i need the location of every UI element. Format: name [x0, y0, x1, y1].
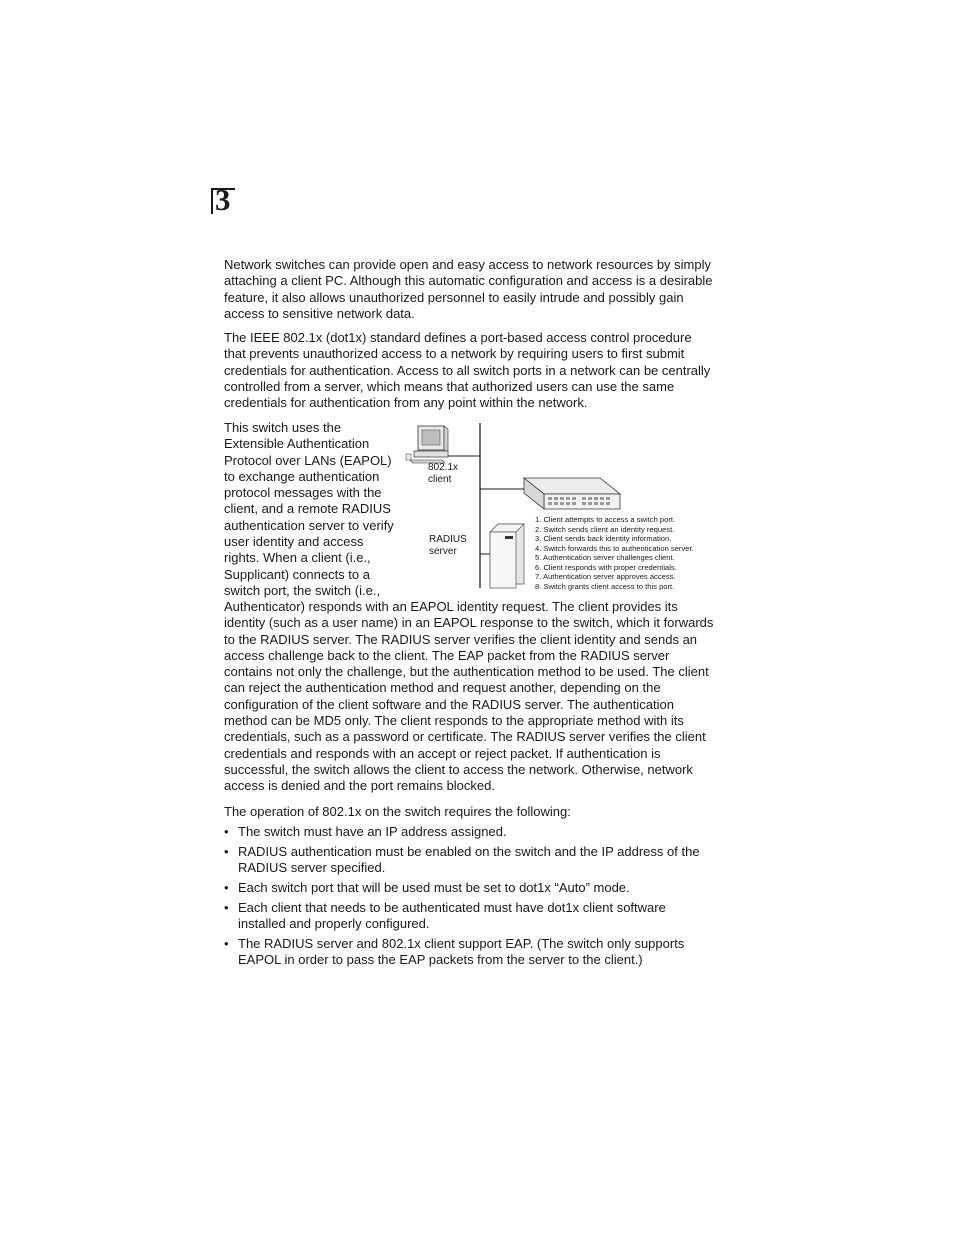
authentication-steps-list [535, 515, 694, 591]
requirement-text: Each switch port that will be used must be set to dot1x “Auto” mode. [238, 879, 630, 895]
requirement-text: The RADIUS server and 802.1x client support EAP. (The switch only supports EAPOL in order to pass the EAP packets from the server to the client.) [238, 935, 685, 968]
requirement-item [224, 844, 716, 877]
server-tower-icon [490, 524, 524, 588]
requirement-text: RADIUS authentication must be enabled on the switch and the IP address of the RADIUS server specified. [238, 843, 700, 876]
step-item: 1. Client attempts to access a switch port. [535, 515, 676, 524]
bullet-marker: • [224, 899, 229, 915]
bullet-marker: • [224, 879, 229, 895]
server-label-line1: RADIUS [429, 534, 467, 545]
requirement-item [224, 824, 716, 840]
server-label-line2: server [429, 545, 457, 557]
step-item: 2. Switch sends client an identity request. [535, 524, 675, 534]
dot1x-diagram [404, 420, 720, 592]
requirements-list [224, 824, 716, 972]
chapter-number: 3 [215, 182, 231, 217]
client-label-line1: 802.1x [428, 462, 459, 473]
step-item: 4. Switch forwards this to authentication server. [535, 543, 694, 553]
requirement-item [224, 900, 716, 933]
paragraph-eapol-continued: Authenticator) responds with an EAPOL identity request. The client provides its identity (such as a user name) in an EAPOL response to the switch, which it forwards to the RADIUS server. The RADIUS server verifies the client identity and sends an access challenge back to the client. The EAP packet from the RADIUS server contains not only the challenge, but the authentication method to be used. The client can reject the authentication method and request another, depending on the configuration of the client software and the RADIUS server. The authentication method can be MD5 only. The client responds to the appropriate method with its credentials, such as a password or certificate. The RADIUS server verifies the client credentials and responds with an accept or reject packet. If authentication is successful, the switch allows the client to access the network. Otherwise, network access is denied and the port remains blocked. [224, 599, 714, 794]
requirement-item [224, 880, 716, 896]
client-label-line2: client [428, 473, 452, 485]
step-item: 5. Authentication server challenges client. [535, 553, 675, 562]
paragraph-intro: Network switches can provide open and easy access to network resources by simply attaching a client PC. Although this automatic configuration and access is a desirable feature, it also allows unauthorized personnel to easily intrude and possibly gain access to sensitive network data. [224, 257, 713, 321]
step-item: 8. Switch grants client access to this port. [535, 581, 675, 591]
switch-icon [524, 478, 620, 509]
paragraph-eapol-start: This switch uses the Extensible Authentication Protocol over LANs (EAPOL) to exchange authentication protocol messages with the client, and a remote RADIUS authentication server to verify user identity and access rights. When a client (i.e., Supplicant) connects to a switch port, the switch (i.e., [224, 420, 394, 598]
bullet-marker: • [224, 843, 229, 859]
step-item: 6. Client responds with proper credentials. [535, 562, 677, 572]
requirement-text: Each client that needs to be authenticated must have dot1x client software installed and properly configured. [238, 899, 666, 931]
bullet-marker: • [224, 935, 229, 951]
step-item: 7. Authentication server approves access. [535, 572, 676, 581]
paragraph-requirements-intro: The operation of 802.1x on the switch requires the following: [224, 804, 571, 819]
chapter-marker-bar [211, 188, 213, 214]
bullet-marker: • [224, 824, 229, 839]
pc-client-icon [406, 426, 448, 463]
step-item: 3. Client sends back identity information. [535, 534, 672, 543]
chapter-number-marker [211, 182, 239, 217]
requirement-text: The switch must have an IP address assigned. [238, 824, 507, 839]
requirement-item [224, 936, 716, 969]
paragraph-ieee-standard: The IEEE 802.1x (dot1x) standard defines a port-based access control procedure that prevents unauthorized access to a network by requiring users to first submit credentials for authentication. Access to all switch ports in a network can be centrally controlled from a server, which means that authorized users can use the same credentials for authentication from any point within the network. [224, 330, 711, 411]
